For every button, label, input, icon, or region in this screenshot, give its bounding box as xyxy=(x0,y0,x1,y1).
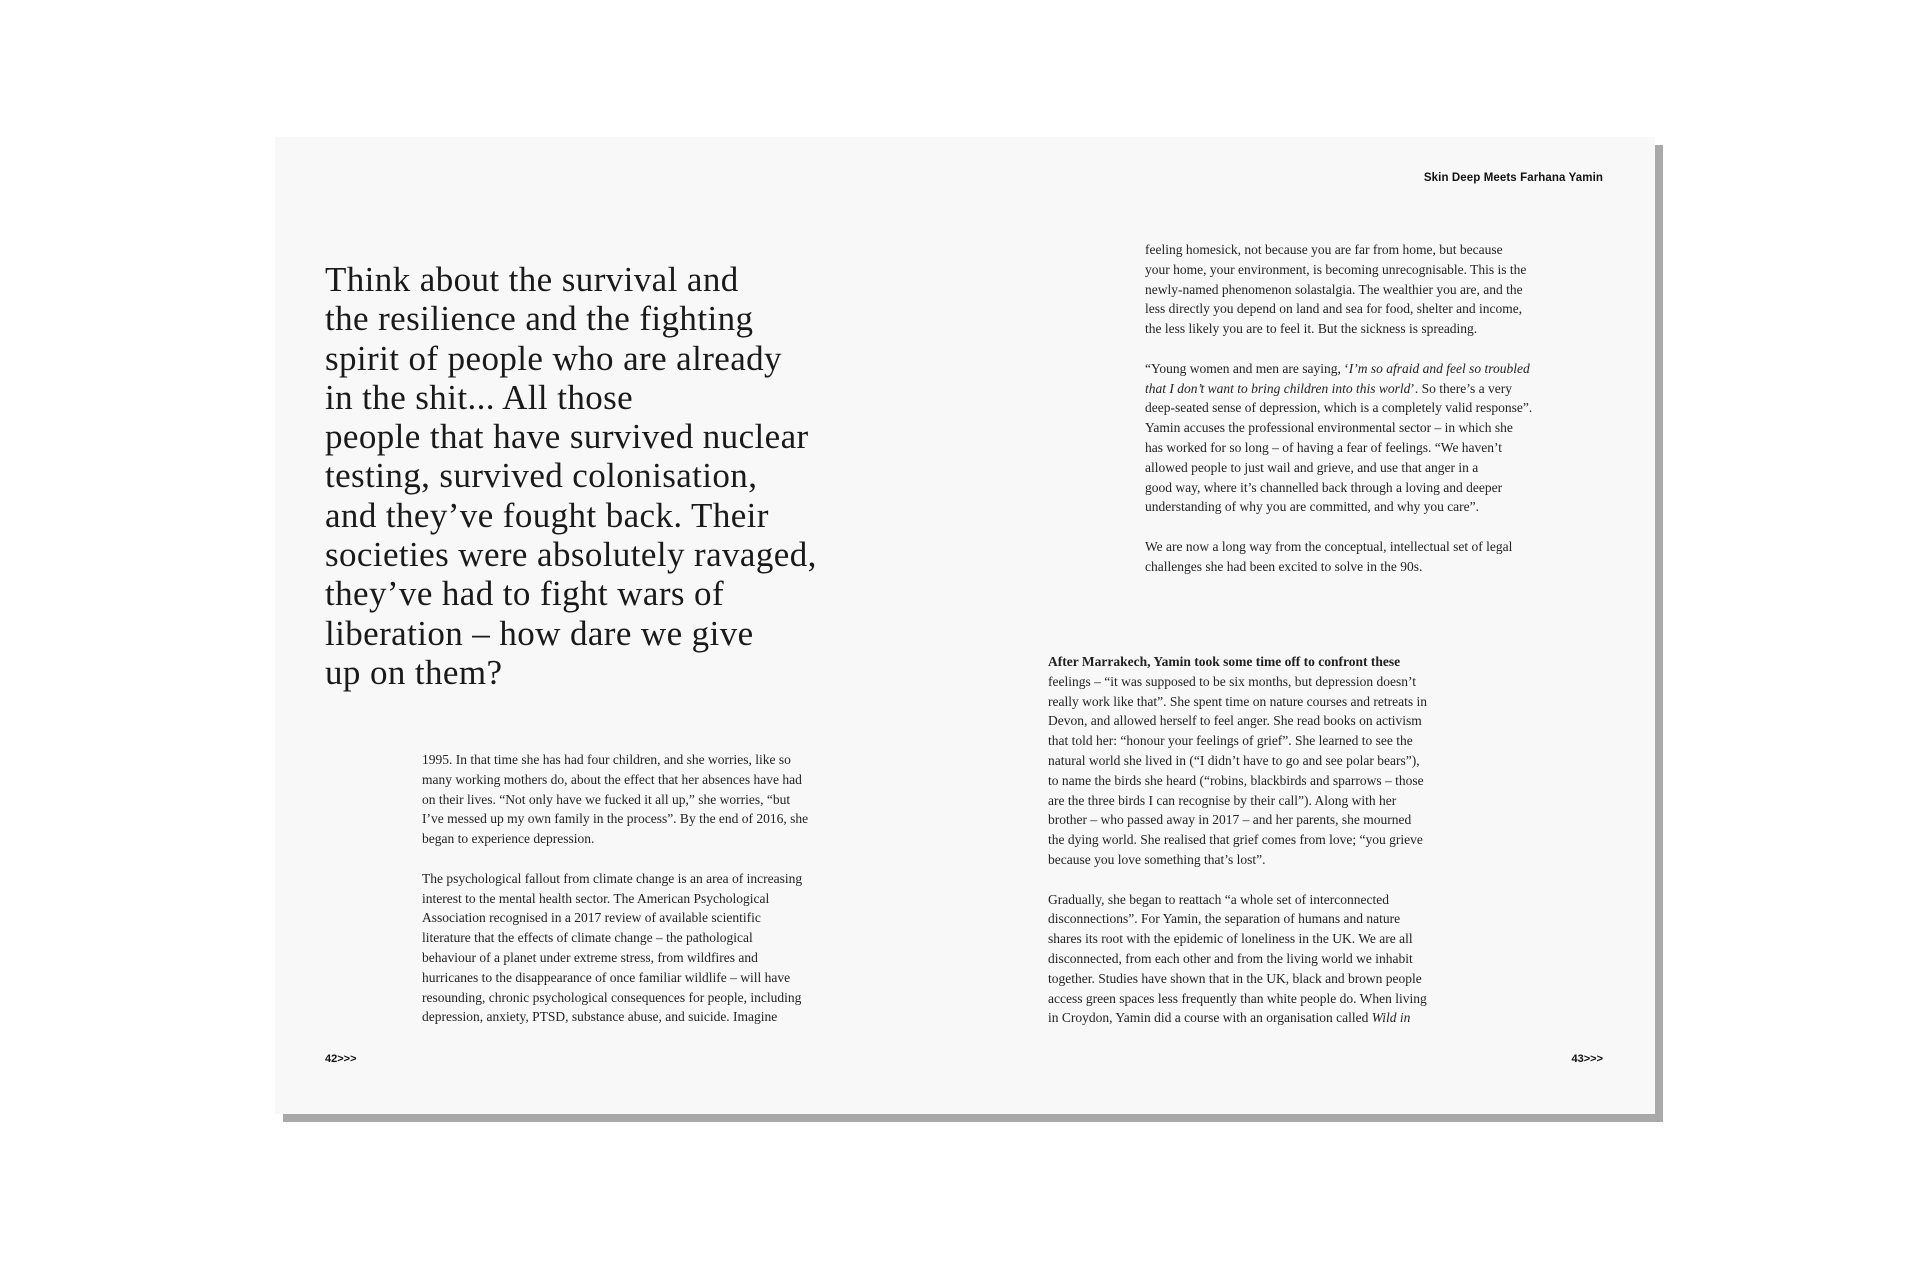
text-line: really work like that”. She spent time on nature courses and retreats in xyxy=(1048,693,1428,709)
text-line: the dying world. She realised that grief comes from love; “you grieve xyxy=(1048,832,1423,848)
italic-run: that I don’t want to bring children into this world xyxy=(1145,380,1411,396)
pull-quote-line: societies were absolutely ravaged, xyxy=(325,535,817,575)
text-line xyxy=(1145,359,1615,379)
text-line: your home, your environment, is becoming unrecognisable. This is the xyxy=(1145,261,1527,277)
pull-quote-line: and they’ve fought back. Their xyxy=(325,495,769,535)
text-line: newly-named phenomenon solastalgia. The wealthier you are, and the xyxy=(1145,281,1523,297)
text-run: in Croydon, Yamin did a course with an organisation called xyxy=(1048,1010,1372,1026)
text-line: less directly you depend on land and sea for food, shelter and income, xyxy=(1145,301,1523,317)
paragraph xyxy=(422,750,892,849)
paragraph xyxy=(1048,890,1518,1029)
text-line: We are now a long way from the conceptual, intellectual set of legal xyxy=(1145,538,1513,554)
text-line xyxy=(1145,379,1615,399)
text-line: together. Studies have shown that in the UK, black and brown people xyxy=(1048,970,1422,986)
pull-quote-line: testing, survived colonisation, xyxy=(325,456,758,496)
text-line: Gradually, she began to reattach “a whole set of interconnected xyxy=(1048,891,1389,907)
text-line: hurricanes to the disappearance of once familiar wildlife – will have xyxy=(422,969,791,985)
paragraph xyxy=(422,869,892,1027)
text-line: challenges she had been excited to solve in the 90s. xyxy=(1145,558,1423,574)
text-line: deep-seated sense of depression, which is a completely valid response”. xyxy=(1145,400,1533,416)
text-line: good way, where it’s channelled back through a loving and deeper xyxy=(1145,479,1503,495)
text-line: natural world she lived in (“I didn’t have to go and see polar bears”), xyxy=(1048,752,1420,768)
pull-quote-line: people that have survived nuclear xyxy=(325,417,809,457)
text-line: interest to the mental health sector. The American Psychological xyxy=(422,890,770,906)
page-number-right: 43>>> xyxy=(1571,1053,1603,1065)
text-line: access green spaces less frequently than white people do. When living xyxy=(1048,990,1427,1006)
text-line: Yamin accuses the professional environmental sector – in which she xyxy=(1145,420,1513,436)
text-line: I’ve messed up my own family in the process”. By the end of 2016, she xyxy=(422,811,809,827)
right-top-body-column xyxy=(1145,240,1615,577)
text-line: 1995. In that time she has had four children, and she worries, like so xyxy=(422,752,791,767)
text-line: shares its root with the epidemic of loneliness in the UK. We are all xyxy=(1048,931,1413,947)
text-line: feeling homesick, not because you are far from home, but because xyxy=(1145,242,1503,257)
page-number-left: 42>>> xyxy=(325,1053,357,1065)
italic-run: Wild in xyxy=(1371,1010,1411,1026)
pull-quote-line: spirit of people who are already xyxy=(325,338,782,378)
text-line: allowed people to just wail and grieve, and use that anger in a xyxy=(1145,459,1479,475)
text-line: resounding, chronic psychological consequences for people, including xyxy=(422,989,802,1005)
text-line: understanding of why you are committed, and why you care”. xyxy=(1145,499,1480,515)
text-line: depression, anxiety, PTSD, substance abuse, and suicide. Imagine xyxy=(422,1009,778,1025)
text-line: has worked for so long – of having a fear of feelings. “We haven’t xyxy=(1145,439,1503,455)
right-bottom-body-column xyxy=(1048,652,1518,1028)
text-line: disconnected, from each other and from the living world we inhabit xyxy=(1048,950,1413,966)
text-line: Devon, and allowed herself to feel anger. She read books on activism xyxy=(1048,713,1422,729)
paragraph xyxy=(1048,652,1518,870)
text-line: that told her: “honour your feelings of grief”. She learned to see the xyxy=(1048,733,1413,749)
pull-quote-line: up on them? xyxy=(325,652,503,692)
text-line: the less likely you are to feel it. But the sickness is spreading. xyxy=(1145,321,1478,337)
text-line: The psychological fallout from climate change is an area of increasing xyxy=(422,870,803,886)
paragraph xyxy=(1145,537,1615,577)
text-line: are the three birds I can recognise by their call”). Along with her xyxy=(1048,792,1397,808)
pull-quote-line: the resilience and the fighting xyxy=(325,299,754,339)
text-line: began to experience depression. xyxy=(422,831,595,847)
text-run: “Young women and men are saying, ‘ xyxy=(1145,360,1349,376)
pull-quote-line: liberation – how dare we give xyxy=(325,613,754,653)
italic-run: I’m so afraid and feel so troubled xyxy=(1348,360,1530,376)
text-run: ’. So there’s a very xyxy=(1410,380,1512,396)
text-line: literature that the effects of climate change – the pathological xyxy=(422,930,753,946)
running-header: Skin Deep Meets Farhana Yamin xyxy=(1423,172,1603,184)
magazine-spread xyxy=(275,137,1655,1114)
text-line: to name the birds she heard (“robins, blackbirds and sparrows – those xyxy=(1048,772,1424,788)
pull-quote-line: Think about the survival and xyxy=(325,260,739,299)
lead-in-line: After Marrakech, Yamin took some time off to confront these xyxy=(1048,654,1401,669)
text-line: feelings – “it was supposed to be six months, but depression doesn’t xyxy=(1048,673,1416,689)
text-line: on their lives. “Not only have we fucked it all up,” she worries, “but xyxy=(422,791,791,807)
pull-quote-line: they’ve had to fight wars of xyxy=(325,574,725,614)
paragraph xyxy=(1145,240,1615,339)
pull-quote xyxy=(325,260,865,692)
pull-quote-line: in the shit... All those xyxy=(325,377,634,417)
text-line: disconnections”. For Yamin, the separation of humans and nature xyxy=(1048,911,1401,927)
text-line: many working mothers do, about the effect that her absences have had xyxy=(422,771,802,787)
text-line xyxy=(1048,1008,1518,1028)
text-line: because you love something that’s lost”. xyxy=(1048,851,1266,867)
text-line: Association recognised in a 2017 review of available scientific xyxy=(422,910,761,926)
text-line: behaviour of a planet under extreme stress, from wildfires and xyxy=(422,949,758,965)
text-line: brother – who passed away in 2017 – and her parents, she mourned xyxy=(1048,812,1412,828)
left-body-column xyxy=(422,750,892,1027)
paragraph xyxy=(1145,359,1615,517)
